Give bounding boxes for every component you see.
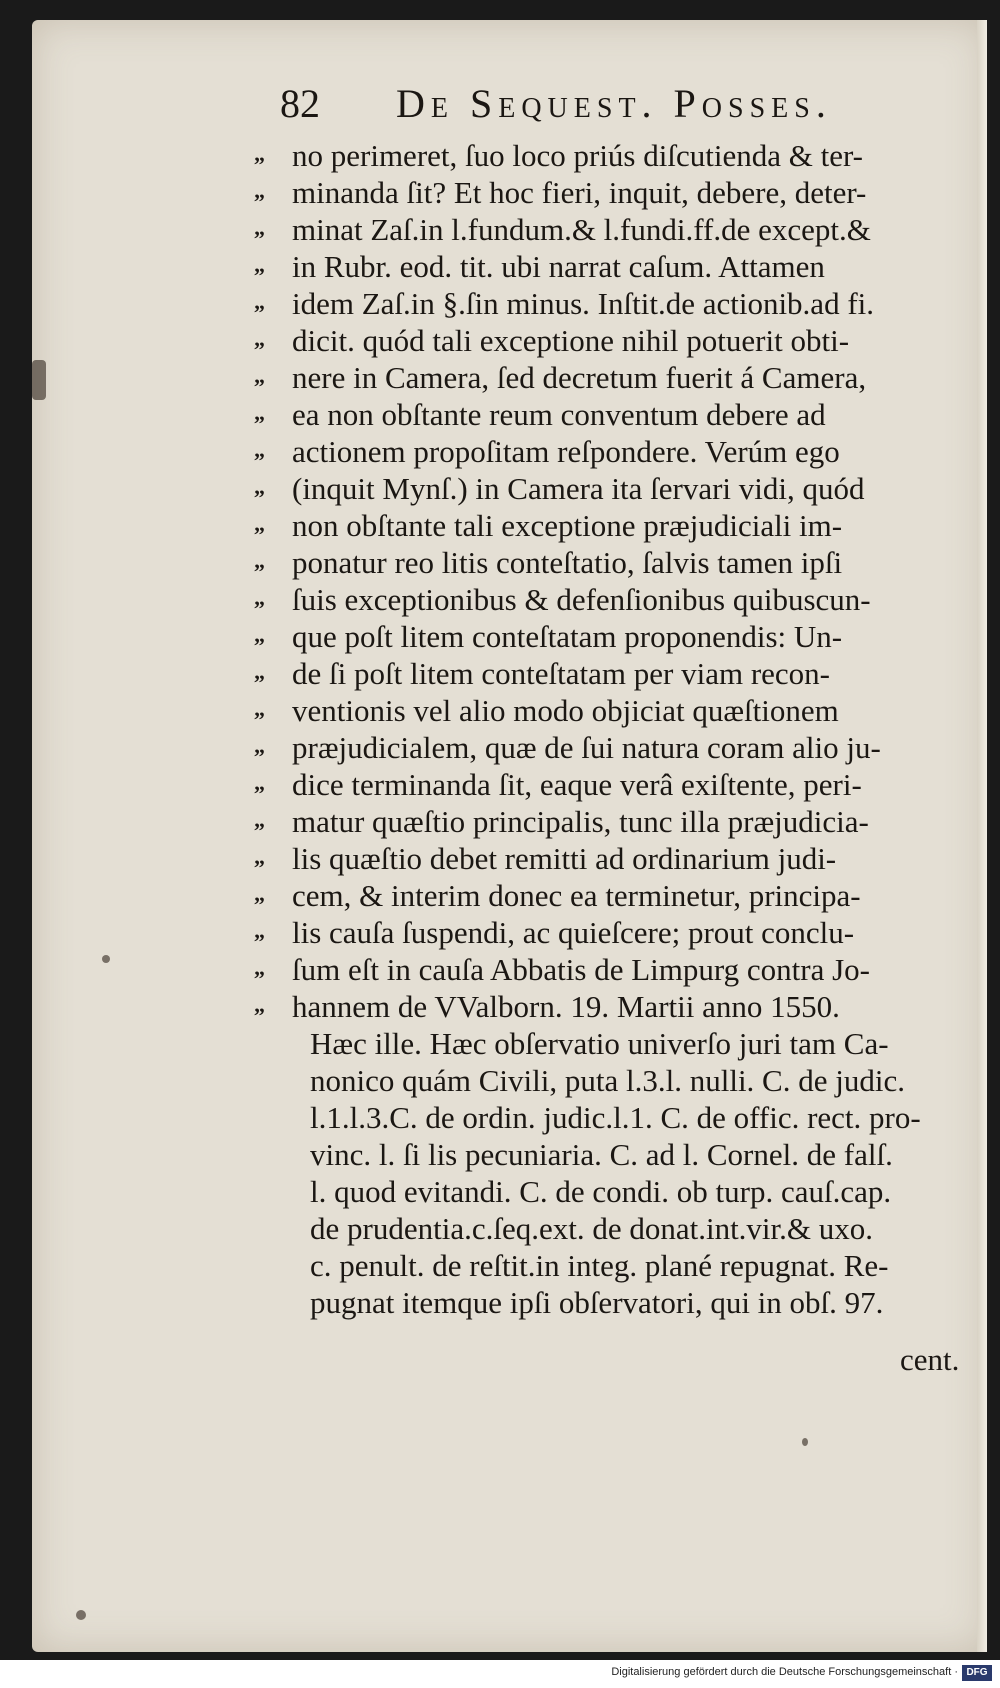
catchword: cent. bbox=[900, 1342, 960, 1377]
text-line bbox=[254, 1062, 954, 1099]
text-line bbox=[254, 211, 954, 248]
line-text: de ſi poſt litem conteſtatam per viam recon- bbox=[292, 656, 831, 691]
running-title: De Sequest. Posses. bbox=[396, 81, 832, 126]
line-text: non obſtante tali exceptione præjudiciali im- bbox=[292, 508, 843, 543]
text-line bbox=[254, 1136, 954, 1173]
text-line bbox=[254, 544, 954, 581]
quotation-mark: „ bbox=[254, 770, 265, 795]
text-line bbox=[254, 618, 954, 655]
line-text: ponatur reo litis conteſtatio, ſalvis tamen ipſi bbox=[292, 545, 843, 580]
quotation-mark: „ bbox=[254, 881, 265, 906]
quotation-mark: „ bbox=[254, 622, 265, 647]
dfg-logo: DFG bbox=[962, 1665, 992, 1681]
line-text: Hæc ille. Hæc obſervatio univerſo juri tam Ca- bbox=[310, 1026, 889, 1061]
line-text: lis quæſtio debet remitti ad ordinarium judi- bbox=[292, 841, 837, 876]
quotation-mark: „ bbox=[254, 363, 265, 388]
text-line bbox=[254, 803, 954, 840]
line-text: vinc. l. ſi lis pecuniaria. C. ad l. Cornel. de falſ. bbox=[310, 1137, 893, 1172]
line-text: ea non obſtante reum conventum debere ad bbox=[292, 397, 826, 432]
text-line bbox=[254, 692, 954, 729]
text-line bbox=[254, 248, 954, 285]
line-text: l. quod evitandi. C. de condi. ob turp. cauſ.cap. bbox=[310, 1174, 892, 1209]
quotation-mark: „ bbox=[254, 474, 265, 499]
line-text: in Rubr. eod. tit. ubi narrat caſum. Attamen bbox=[292, 249, 825, 284]
line-text: que poſt litem conteſtatam proponendis: Un- bbox=[292, 619, 843, 654]
line-text: ventionis vel alio modo objiciat quæſtionem bbox=[292, 693, 839, 728]
line-text: idem Zaſ.in §.ſin minus. Inſtit.de actionib.ad fi. bbox=[292, 286, 875, 321]
text-line bbox=[254, 655, 954, 692]
line-text: l.1.l.3.C. de ordin. judic.l.1. C. de offic. rect. pro- bbox=[310, 1100, 921, 1135]
body-text bbox=[254, 137, 954, 1321]
line-text: lis cauſa ſuspendi, ac quieſcere; prout conclu- bbox=[292, 915, 855, 950]
quotation-mark: „ bbox=[254, 696, 265, 721]
text-line bbox=[254, 877, 954, 914]
text-line bbox=[254, 359, 954, 396]
text-line bbox=[254, 285, 954, 322]
quotation-mark: „ bbox=[254, 659, 265, 684]
text-line bbox=[254, 1284, 954, 1321]
line-text: dicit. quód tali exceptione nihil potuerit obti- bbox=[292, 323, 850, 358]
quotation-mark: „ bbox=[254, 548, 265, 573]
quotation-mark: „ bbox=[254, 252, 265, 277]
line-text: præjudicialem, quæ de ſui natura coram alio ju- bbox=[292, 730, 881, 765]
text-line bbox=[254, 988, 954, 1025]
text-line bbox=[254, 1025, 954, 1062]
text-line bbox=[254, 396, 954, 433]
quotation-mark: „ bbox=[254, 918, 265, 943]
text-line bbox=[254, 470, 954, 507]
ink-blot bbox=[802, 1438, 808, 1446]
text-line bbox=[254, 581, 954, 618]
line-text: de prudentia.c.ſeq.ext. de donat.int.vir.& uxo. bbox=[310, 1211, 874, 1246]
ink-blot bbox=[76, 1610, 86, 1620]
quotation-mark: „ bbox=[254, 844, 265, 869]
text-line bbox=[254, 1173, 954, 1210]
line-text: ſuis exceptionibus & defenſionibus quibuscun- bbox=[292, 582, 871, 617]
quotation-mark: „ bbox=[254, 955, 265, 980]
line-text: minat Zaſ.in l.fundum.& l.fundi.ff.de except.& bbox=[292, 212, 871, 247]
text-line bbox=[254, 914, 954, 951]
text-line bbox=[254, 1099, 954, 1136]
digitization-footer bbox=[0, 1660, 1000, 1688]
quotation-mark: „ bbox=[254, 437, 265, 462]
quotation-mark: „ bbox=[254, 326, 265, 351]
line-text: minanda ſit? Et hoc fieri, inquit, debere, deter- bbox=[292, 175, 867, 210]
text-line bbox=[254, 322, 954, 359]
quotation-mark: „ bbox=[254, 215, 265, 240]
line-text: nonico quám Civili, puta l.3.l. nulli. C. de judic. bbox=[310, 1063, 905, 1098]
line-text: hannem de VValborn. 19. Martii anno 1550. bbox=[292, 989, 840, 1024]
line-text: dice terminanda ſit, eaque verâ exiſtente, peri- bbox=[292, 767, 862, 802]
line-text: no perimeret, ſuo loco priús diſcutienda & ter- bbox=[292, 138, 863, 173]
line-text: cem, & interim donec ea terminetur, principa- bbox=[292, 878, 861, 913]
text-line bbox=[254, 137, 954, 174]
line-text: pugnat itemque ipſi obſervatori, qui in obſ. 97. bbox=[310, 1285, 884, 1320]
text-line bbox=[254, 1247, 954, 1284]
quotation-mark: „ bbox=[254, 289, 265, 314]
text-line bbox=[254, 433, 954, 470]
quotation-mark: „ bbox=[254, 733, 265, 758]
quotation-mark: „ bbox=[254, 178, 265, 203]
ink-blot bbox=[102, 955, 110, 963]
quotation-mark: „ bbox=[254, 992, 265, 1017]
text-line bbox=[254, 951, 954, 988]
text-line bbox=[254, 729, 954, 766]
line-text: matur quæſtio principalis, tunc illa præjudicia- bbox=[292, 804, 869, 839]
line-text: c. penult. de reſtit.in integ. plané repugnat. Re- bbox=[310, 1248, 889, 1283]
quotation-mark: „ bbox=[254, 141, 265, 166]
quotation-mark: „ bbox=[254, 511, 265, 536]
quotation-mark: „ bbox=[254, 585, 265, 610]
footer-credit: Digitalisierung gefördert durch die Deutsche Forschungsgemeinschaft · bbox=[611, 1666, 958, 1678]
text-line bbox=[254, 766, 954, 803]
quotation-mark: „ bbox=[254, 400, 265, 425]
book-page bbox=[32, 20, 987, 1652]
page-number: 82 bbox=[280, 81, 320, 126]
line-text: ſum eſt in cauſa Abbatis de Limpurg contra Jo- bbox=[292, 952, 870, 987]
text-line bbox=[254, 174, 954, 211]
text-line bbox=[254, 840, 954, 877]
page-header bbox=[32, 72, 987, 132]
line-text: nere in Camera, ſed decretum fuerit á Camera, bbox=[292, 360, 867, 395]
line-text: (inquit Mynſ.) in Camera ita ſervari vidi, quód bbox=[292, 471, 865, 506]
line-text: actionem propoſitam reſpondere. Verúm ego bbox=[292, 434, 840, 469]
text-line bbox=[254, 1210, 954, 1247]
quotation-mark: „ bbox=[254, 807, 265, 832]
ink-blot bbox=[32, 360, 46, 400]
page-edge bbox=[977, 20, 987, 1652]
text-line bbox=[254, 507, 954, 544]
